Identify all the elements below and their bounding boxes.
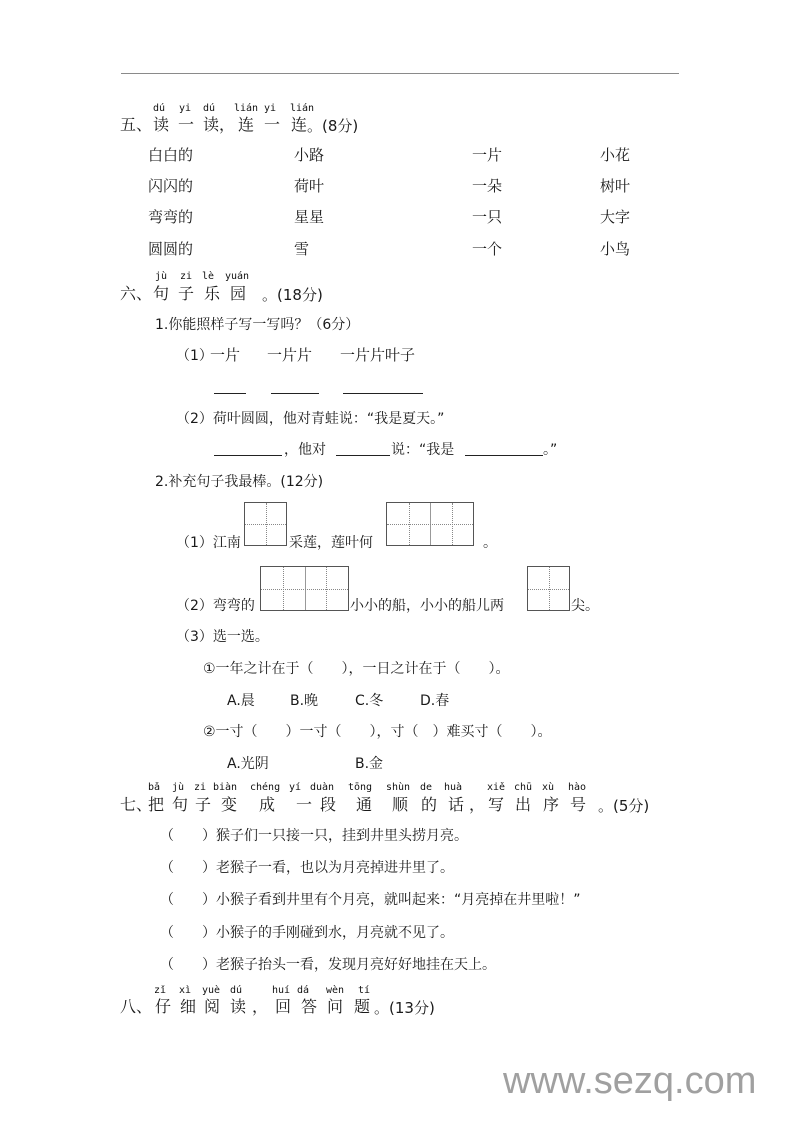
item-text: 小小的船，小小的船儿两	[350, 598, 504, 614]
pinyin: dú	[230, 985, 243, 996]
heading-char: 子	[195, 795, 212, 814]
pinyin: duàn	[310, 782, 335, 793]
item-text: ，他对	[284, 442, 326, 458]
question-title: 2.补充句子我最棒。(12分)	[155, 474, 324, 490]
choice-option[interactable]: D.春	[420, 693, 450, 709]
heading-char: 子	[178, 284, 195, 303]
pinyin: lè	[202, 271, 215, 282]
header-rule	[121, 73, 679, 74]
heading-char: 号	[570, 795, 587, 814]
item-text: 采莲，莲叶何	[289, 535, 373, 551]
heading-char: 读	[203, 115, 220, 134]
pinyin: lián	[234, 103, 259, 114]
pinyin: yí	[289, 782, 302, 793]
heading-char: 序	[543, 795, 560, 814]
heading-char: 话	[448, 795, 465, 814]
match-item[interactable]: 荷叶	[294, 177, 325, 195]
match-item[interactable]: 白白的	[148, 146, 194, 164]
item-text: 尖。	[571, 598, 599, 614]
heading-char: 乐	[204, 284, 221, 303]
match-item[interactable]: 小路	[294, 146, 325, 164]
heading-char: 题	[354, 997, 371, 1016]
example-text: 一片	[210, 346, 241, 364]
heading-char: 一	[178, 115, 195, 134]
pinyin: dú	[203, 103, 216, 114]
pinyin: biàn	[213, 782, 238, 793]
choice-option[interactable]: C.冬	[355, 693, 384, 709]
ordering-item[interactable]: （ ）老猴子一看，也以为月亮掉进井里了。	[160, 860, 454, 876]
heading-char: 成	[259, 795, 276, 814]
heading-char: 写	[488, 795, 505, 814]
section-score: 。(8分)	[307, 117, 359, 135]
heading-char: 段	[320, 795, 337, 814]
ordering-item[interactable]: （ ）小猴子的手刚碰到水，月亮就不见了。	[160, 925, 454, 941]
pinyin: yi	[264, 103, 277, 114]
pinyin: lián	[290, 103, 315, 114]
example-text: 一片片	[267, 346, 313, 364]
ordering-item[interactable]: （ ）小猴子看到井里有个月亮，就叫起来：“月亮掉在井里啦！”	[160, 892, 581, 908]
item-text: （2）弯弯的	[176, 598, 255, 614]
pinyin: bǎ	[148, 782, 161, 793]
pinyin: zi	[180, 271, 193, 282]
match-item[interactable]: 一个	[472, 240, 503, 258]
item-text: （1）江南	[176, 535, 241, 551]
heading-char: 句	[153, 284, 170, 303]
pinyin: jù	[172, 782, 185, 793]
item-text: （2）荷叶圆圆，他对青蛙说：“我是夏天。”	[176, 411, 445, 427]
heading-char: 阅	[204, 997, 221, 1016]
heading-char: 仔	[155, 997, 172, 1016]
pinyin: huí	[272, 985, 291, 996]
heading-char: ，	[252, 997, 269, 1016]
heading-char: ，	[219, 115, 236, 134]
heading-char: 读	[153, 115, 170, 134]
match-item[interactable]: 小花	[600, 146, 631, 164]
pinyin: tí	[358, 985, 371, 996]
pinyin: zi	[194, 782, 207, 793]
answer-blank[interactable]	[465, 454, 543, 456]
section-number: 五、	[120, 115, 153, 134]
heading-char: 的	[421, 795, 438, 814]
heading-char: 一	[296, 795, 313, 814]
match-item[interactable]: 弯弯的	[148, 208, 194, 226]
item-text: 说：“我是	[391, 442, 455, 458]
ordering-item[interactable]: （ ）猴子们一只接一只，挂到井里头捞月亮。	[160, 828, 468, 844]
choice-option[interactable]: A.晨	[227, 693, 255, 709]
section-score: 。(13分)	[374, 999, 435, 1017]
pinyin: yuán	[225, 271, 250, 282]
match-item[interactable]: 雪	[294, 240, 310, 258]
pinyin: chéng	[250, 782, 281, 793]
choice-option[interactable]: B.晚	[290, 693, 319, 709]
match-item[interactable]: 圆圆的	[148, 240, 194, 258]
choice-question: ②一寸（ ）一寸（ ），寸（ ）难买寸（ ）。	[203, 724, 552, 740]
heading-char: 问	[327, 997, 344, 1016]
pinyin: tōng	[348, 782, 373, 793]
match-item[interactable]: 星星	[294, 208, 325, 226]
pinyin: hào	[568, 782, 587, 793]
pinyin: dá	[297, 985, 310, 996]
heading-char: 细	[180, 997, 197, 1016]
item-text: （3）选一选。	[176, 629, 269, 645]
choice-question: ①一年之计在于（ ），一日之计在于（ ）。	[203, 661, 510, 677]
match-item[interactable]: 闪闪的	[148, 177, 194, 195]
heading-char: 园	[230, 284, 247, 303]
match-item[interactable]: 一朵	[472, 177, 503, 195]
match-item[interactable]: 小鸟	[600, 240, 631, 258]
heading-char: 读	[230, 997, 247, 1016]
pinyin: xù	[542, 782, 555, 793]
pinyin: yuè	[202, 985, 221, 996]
match-item[interactable]: 一只	[472, 208, 503, 226]
ordering-item[interactable]: （ ）老猴子抬头一看，发现月亮好好地挂在天上。	[160, 957, 496, 973]
choice-option[interactable]: B.金	[355, 756, 384, 772]
pinyin: chū	[514, 782, 533, 793]
tianzige-box[interactable]	[386, 502, 474, 546]
heading-char: 回	[275, 997, 292, 1016]
match-item[interactable]: 大字	[600, 208, 631, 226]
answer-blank[interactable]	[214, 454, 282, 456]
section-score: 。(5分)	[598, 797, 650, 815]
heading-char: ，	[469, 795, 486, 814]
question-title: 1.你能照样子写一写吗？（6分）	[155, 317, 360, 333]
section-number: 七、	[120, 795, 153, 814]
pinyin: yi	[179, 103, 192, 114]
heading-char: 把	[148, 795, 165, 814]
pinyin: dú	[153, 103, 166, 114]
heading-char: 通	[356, 795, 373, 814]
heading-char: 答	[301, 997, 318, 1016]
answer-blank[interactable]	[343, 392, 423, 394]
choice-option[interactable]: A.光阴	[227, 756, 269, 772]
answer-blank[interactable]	[336, 454, 390, 456]
tianzige-box[interactable]	[244, 502, 287, 546]
section-number: 六、	[120, 284, 153, 303]
match-item[interactable]: 一片	[472, 146, 503, 164]
tianzige-box[interactable]	[260, 566, 349, 611]
example-text: 一片片叶子	[340, 346, 416, 364]
pinyin: xì	[179, 985, 192, 996]
item-text: 。	[483, 535, 497, 551]
section-number: 八、	[120, 997, 153, 1016]
item-label: （1）	[176, 348, 213, 364]
tianzige-box[interactable]	[527, 566, 570, 611]
pinyin: xiě	[487, 782, 506, 793]
pinyin: de	[420, 782, 433, 793]
pinyin: shùn	[386, 782, 411, 793]
heading-char: 出	[515, 795, 532, 814]
answer-blank[interactable]	[271, 392, 319, 394]
heading-char: 句	[172, 795, 189, 814]
heading-char: 顺	[392, 795, 409, 814]
answer-blank[interactable]	[214, 392, 246, 394]
pinyin: jù	[155, 271, 168, 282]
section-score: 。(18分)	[262, 286, 323, 304]
heading-char: 变	[221, 795, 238, 814]
pinyin: zǐ	[154, 985, 167, 996]
pinyin: huà	[444, 782, 463, 793]
pinyin: wèn	[326, 985, 345, 996]
item-text: 。”	[543, 442, 558, 458]
heading-char: 一	[264, 115, 281, 134]
watermark: www.sezq.com	[503, 1060, 757, 1102]
heading-char: 连	[238, 115, 255, 134]
match-item[interactable]: 树叶	[600, 177, 631, 195]
heading-char: 连	[291, 115, 308, 134]
